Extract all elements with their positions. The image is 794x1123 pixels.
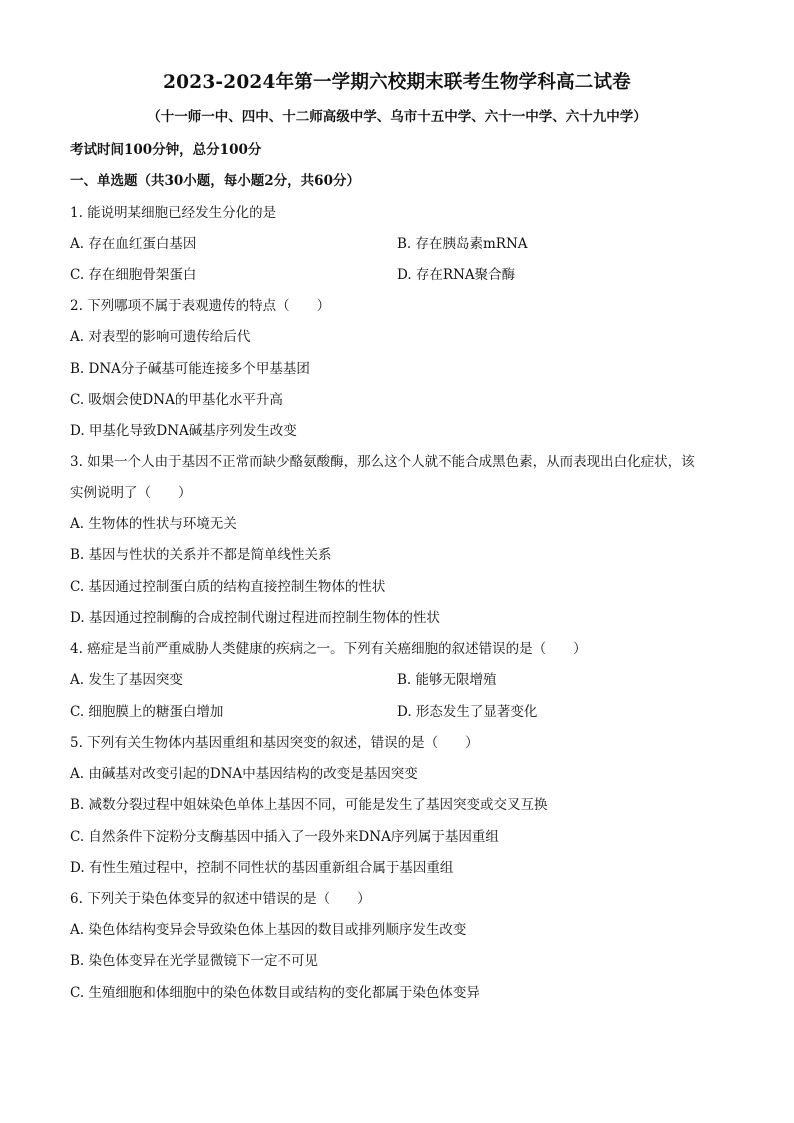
question-4-option-a: A. 发生了基因突变 xyxy=(70,672,183,688)
question-1-stem: 1. 能说明某细胞已经发生分化的是 xyxy=(70,205,277,221)
exam-info: 考试时间100分钟，总分100分 xyxy=(70,142,262,158)
question-1-option-a: A. 存在血红蛋白基因 xyxy=(70,236,197,252)
question-4-option-d: D. 形态发生了显著变化 xyxy=(397,704,538,720)
question-3-option-c: C. 基因通过控制蛋白质的结构直接控制生物体的性状 xyxy=(70,579,386,595)
section-heading: 一、单选题（共30小题，每小题2分，共60分） xyxy=(70,173,360,189)
question-6-option-c: C. 生殖细胞和体细胞中的染色体数目或结构的变化都属于染色体变异 xyxy=(70,985,480,1001)
question-5-stem: 5. 下列有关生物体内基因重组和基因突变的叙述，错误的是（ ） xyxy=(70,735,479,751)
question-3-stem-continued: 实例说明了（ ） xyxy=(70,485,192,501)
question-5-option-b: B. 减数分裂过程中姐妹染色单体上基因不同，可能是发生了基因突变或交叉互换 xyxy=(70,797,548,813)
question-3-option-a: A. 生物体的性状与环境无关 xyxy=(70,516,237,532)
question-1-option-d: D. 存在RNA聚合酶 xyxy=(397,267,516,283)
question-2-option-a: A. 对表型的影响可遗传给后代 xyxy=(70,329,251,345)
question-5-option-d: D. 有性生殖过程中，控制不同性状的基因重新组合属于基因重组 xyxy=(70,860,454,876)
question-1-option-c: C. 存在细胞骨架蛋白 xyxy=(70,267,197,283)
question-2-option-b: B. DNA分子碱基可能连接多个甲基基团 xyxy=(70,361,310,377)
question-3-stem: 3. 如果一个人由于基因不正常而缺少酪氨酸酶，那么这个人就不能合成黑色素，从而表现出白化症状，该 xyxy=(70,454,695,470)
question-5-option-a: A. 由碱基对改变引起的DNA中基因结构的改变是基因突变 xyxy=(70,766,418,782)
question-4-option-c: C. 细胞膜上的糖蛋白增加 xyxy=(70,704,224,720)
question-6-stem: 6. 下列关于染色体变异的叙述中错误的是（ ） xyxy=(70,891,371,907)
question-3-option-d: D. 基因通过控制酶的合成控制代谢过程进而控制生物体的性状 xyxy=(70,610,440,626)
question-4-stem: 4. 癌症是当前严重威胁人类健康的疾病之一。下列有关癌细胞的叙述错误的是（ ） xyxy=(70,641,587,657)
page-title: 2023-2024年第一学期六校期末联考生物学科高二试卷 xyxy=(163,72,631,93)
question-6-option-b: B. 染色体变异在光学显微镜下一定不可见 xyxy=(70,953,319,969)
question-1-option-b: B. 存在胰岛素mRNA xyxy=(397,236,528,252)
question-6-option-a: A. 染色体结构变异会导致染色体上基因的数目或排列顺序发生改变 xyxy=(70,922,467,938)
question-4-option-b: B. 能够无限增殖 xyxy=(397,672,497,688)
question-2-option-c: C. 吸烟会使DNA的甲基化水平升高 xyxy=(70,392,283,408)
question-2-option-d: D. 甲基化导致DNA碱基序列发生改变 xyxy=(70,423,297,439)
question-2-stem: 2. 下列哪项不属于表观遗传的特点（ ） xyxy=(70,298,331,314)
question-3-option-b: B. 基因与性状的关系并不都是简单线性关系 xyxy=(70,547,332,563)
schools-subtitle: （十一师一中、四中、十二师高级中学、乌市十五中学、六十一中学、六十九中学） xyxy=(147,109,647,125)
question-5-option-c: C. 自然条件下淀粉分支酶基因中插入了一段外来DNA序列属于基因重组 xyxy=(70,829,499,845)
